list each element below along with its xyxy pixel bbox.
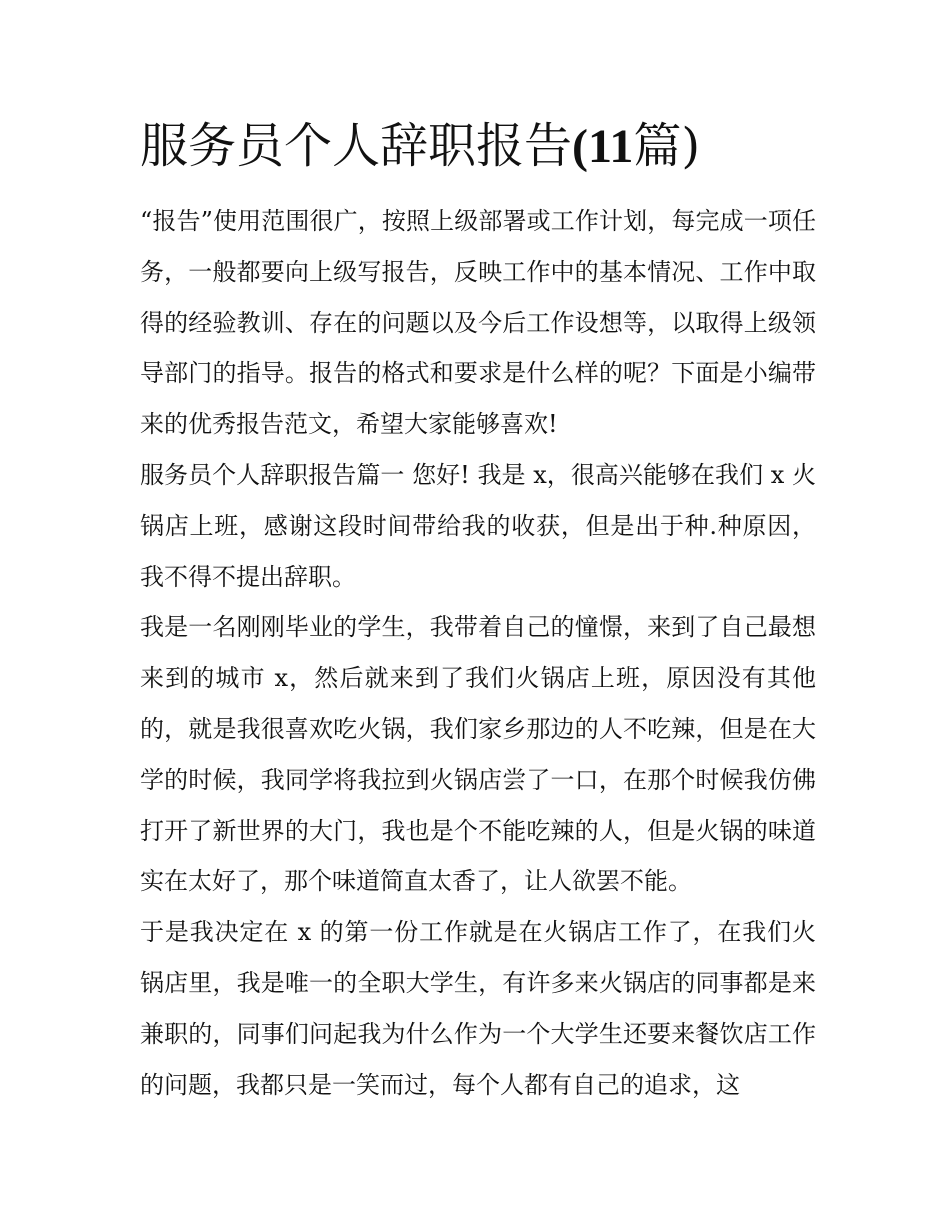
document-body [140,196,816,1110]
paragraph-background: 我是一名刚刚毕业的学生，我带着自己的憧憬，来到了自己最想来到的城市 x，然后就来到了我们火锅店上班，原因没有其他的，就是我很喜欢吃火锅，我们家乡那边的人不吃辣，但是在大学的时候，我同学将我拉到火锅店尝了一口，在那个时候我仿佛打开了新世界的大门，我也是个不能吃辣的人，但是火锅的味道实在太好了，那个味道简直太香了，让人欲罢不能。 [140,613,816,896]
title-text: 服务员个人辞职报告 [140,118,573,174]
document-title [140,112,840,181]
title-count: (11 [572,120,634,173]
paragraph-greeting: 服务员个人辞职报告篇一 您好! 我是 x，很高兴能够在我们 x 火锅店上班，感谢这段时间带给我的收获，但是出于种.种原因，我不得不提出辞职。 [140,460,816,591]
paragraph-decision: 于是我决定在 x 的第一份工作就是在火锅店工作了，在我们火锅店里，我是唯一的全职大学生，有许多来火锅店的同事都是来兼职的，同事们问起我为什么作为一个大学生还要来餐饮店工作的问题，我都只是一笑而过，每个人都有自己的追求，这 [140,918,816,1099]
title-suffix: 篇) [633,118,701,174]
paragraph-intro: “报告”使用范围很广，按照上级部署或工作计划，每完成一项任务，一般都要向上级写报告，反映工作中的基本情况、工作中取得的经验教训、存在的问题以及今后工作设想等，以取得上级领导部门的指导。报告的格式和要求是什么样的呢？下面是小编带来的优秀报告范文，希望大家能够喜欢! [140,207,816,439]
